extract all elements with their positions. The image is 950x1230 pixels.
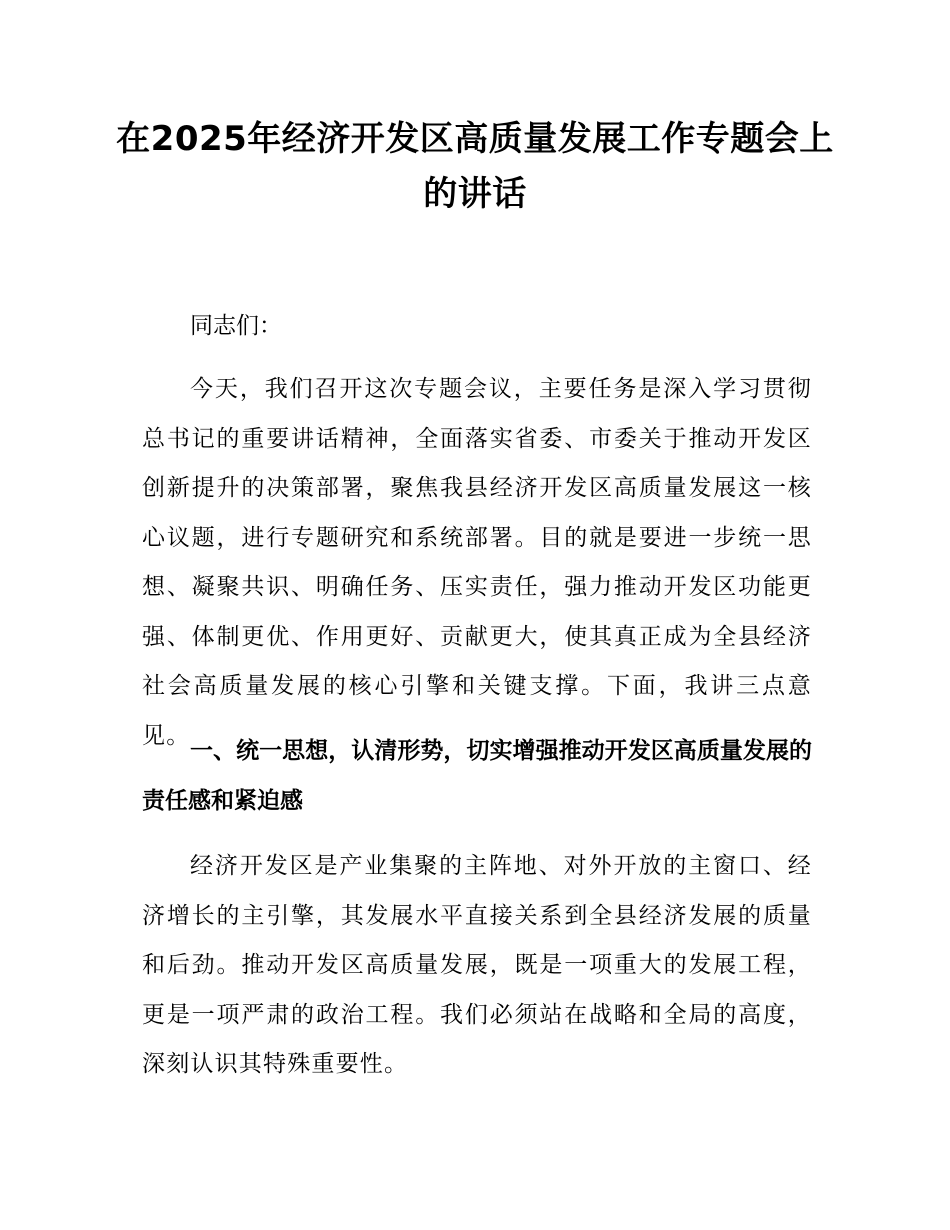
section-paragraph: 经济开发区是产业集聚的主阵地、对外开放的主窗口、经济增长的主引擎，其发展水平直接关系到全县经济发展的质量和后劲。推动开发区高质量发展，既是一项重大的发展工程，更是一项严肃的政治工程。我们必须站在战略和全局的高度，深刻认识其特殊重要性。 <box>142 853 812 1077</box>
document-title: 在2025年经济开发区高质量发展工作专题会上的讲话 <box>116 119 834 214</box>
salutation: 同志们： <box>190 313 282 339</box>
intro-paragraph: 今天，我们召开这次专题会议，主要任务是深入学习贯彻总书记的重要讲话精神，全面落实省委、市委关于推动开发区创新提升的决策部署，聚焦我县经济开发区高质量发展这一核心议题，进行专题研究和系统部署。目的就是要进一步统一思想、凝聚共识、明确任务、压实责任，强力推动开发区功能更强、体制更优、作用更好、贡献更大，使其真正成为全县经济社会高质量发展的核心引擎和关键支撑。下面，我讲三点意见。 <box>142 376 812 749</box>
section-heading: 一、统一思想，认清形势，切实增强推动开发区高质量发展的责任感和紧迫感 <box>142 738 812 814</box>
